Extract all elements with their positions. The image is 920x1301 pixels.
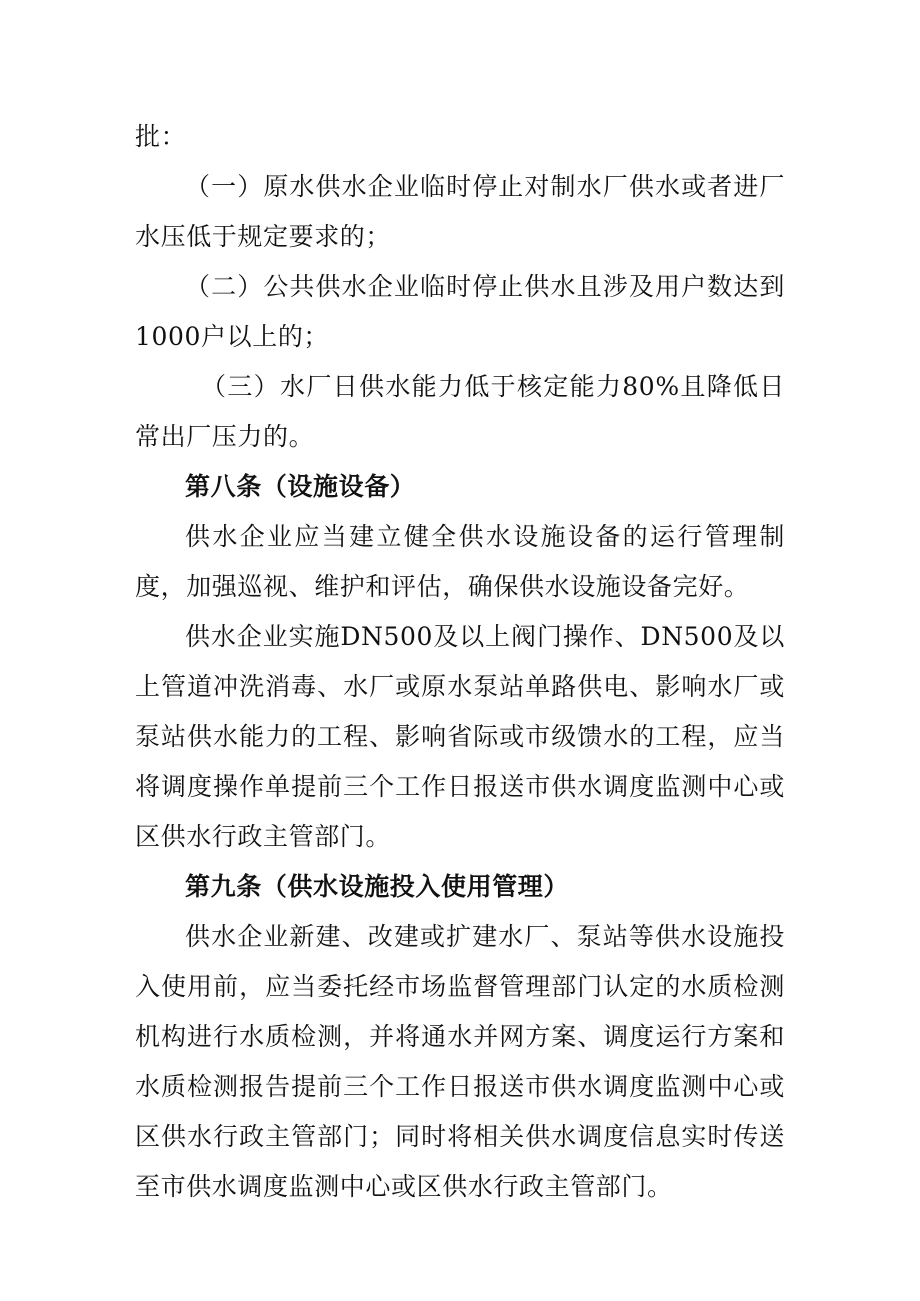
article-8-paragraph-2: 供水企业实施DN500及以上阀门操作、DN500及以上管道冲洗消毒、水厂或原水泵站单路供电、影响水厂或泵站供水能力的工程、影响省际或市级馈水的工程，应当将调度操作单提前三个工作日报送市供水调度监测中心或区供水行政主管部门。 bbox=[135, 622, 785, 851]
clause-item-3: （三）水厂日供水能力低于核定能力80%且降低日常出厂压力的。 bbox=[135, 372, 785, 451]
article-9-heading: 第九条（供水设施投入使用管理） bbox=[185, 872, 570, 901]
article-8-heading: 第八条（设施设备） bbox=[185, 472, 416, 501]
clause-item-2: （二）公共供水企业临时停止供水且涉及用户数达到1000户以上的； bbox=[135, 272, 785, 351]
clause-item-1: （一）原水供水企业临时停止对制水厂供水或者进厂水压低于规定要求的； bbox=[135, 172, 785, 251]
document-body bbox=[135, 112, 785, 1212]
article-8-paragraph-1: 供水企业应当建立健全供水设施设备的运行管理制度，加强巡视、维护和评估，确保供水设施设备完好。 bbox=[135, 522, 785, 601]
paragraph-continuation: 批： bbox=[135, 122, 187, 151]
article-9-paragraph-1: 供水企业新建、改建或扩建水厂、泵站等供水设施投入使用前，应当委托经市场监督管理部门认定的水质检测机构进行水质检测，并将通水并网方案、调度运行方案和水质检测报告提前三个工作日报送市供水调度监测中心或区供水行政主管部门；同时将相关供水调度信息实时传送至市供水调度监测中心或区供水行政主管部门。 bbox=[135, 922, 785, 1201]
